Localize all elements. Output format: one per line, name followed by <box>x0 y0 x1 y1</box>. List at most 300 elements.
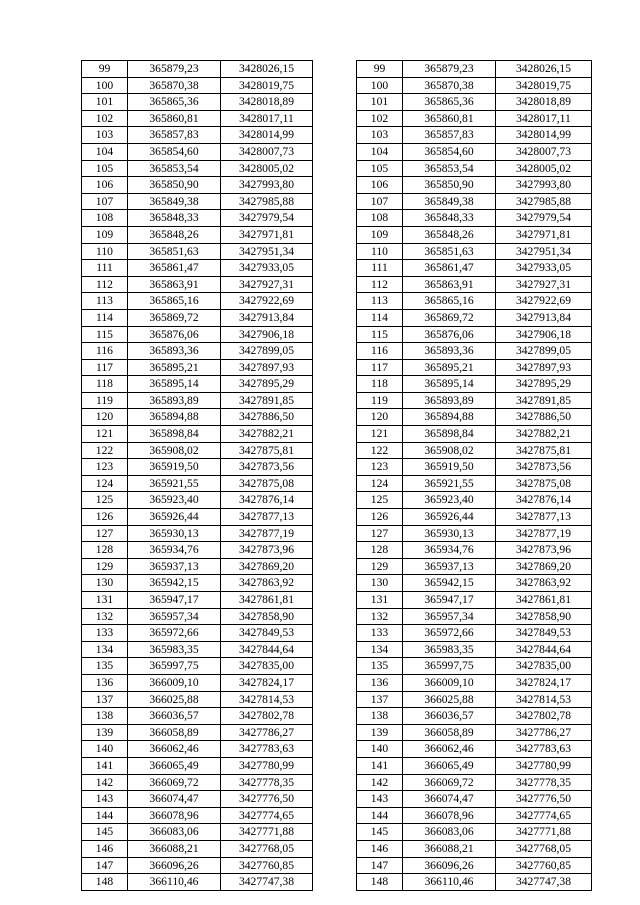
y-coordinate-right: 3427922,69 <box>496 293 592 310</box>
point-number-left: 129 <box>82 558 128 575</box>
table-row <box>82 160 592 177</box>
table-row <box>82 840 592 857</box>
x-coordinate-right: 365923,40 <box>403 492 496 509</box>
x-coordinate-right: 365850,90 <box>403 177 496 194</box>
point-number-right: 142 <box>357 774 403 791</box>
point-number-right: 130 <box>357 575 403 592</box>
y-coordinate-left: 3427774,65 <box>221 807 313 824</box>
point-number-right: 109 <box>357 226 403 243</box>
y-coordinate-left: 3427861,81 <box>221 592 313 609</box>
x-coordinate-right: 365870,38 <box>403 77 496 94</box>
y-coordinate-right: 3427786,27 <box>496 724 592 741</box>
y-coordinate-left: 3427780,99 <box>221 757 313 774</box>
column-gap <box>313 177 357 194</box>
x-coordinate-right: 365926,44 <box>403 509 496 526</box>
y-coordinate-right: 3427876,14 <box>496 492 592 509</box>
table-row <box>82 426 592 443</box>
y-coordinate-right: 3428018,89 <box>496 94 592 111</box>
x-coordinate-right: 365894,88 <box>403 409 496 426</box>
point-number-right: 115 <box>357 326 403 343</box>
point-number-left: 110 <box>82 243 128 260</box>
x-coordinate-right: 365934,76 <box>403 542 496 559</box>
point-number-right: 111 <box>357 260 403 277</box>
x-coordinate-left: 365947,17 <box>128 592 221 609</box>
y-coordinate-left: 3427993,80 <box>221 177 313 194</box>
y-coordinate-left: 3427877,13 <box>221 509 313 526</box>
point-number-left: 101 <box>82 94 128 111</box>
x-coordinate-right: 365865,16 <box>403 293 496 310</box>
point-number-left: 121 <box>82 426 128 443</box>
y-coordinate-left: 3428017,11 <box>221 110 313 127</box>
y-coordinate-left: 3428026,15 <box>221 61 313 78</box>
y-coordinate-left: 3427814,53 <box>221 691 313 708</box>
point-number-left: 125 <box>82 492 128 509</box>
column-gap <box>313 442 357 459</box>
point-number-left: 131 <box>82 592 128 609</box>
point-number-left: 118 <box>82 376 128 393</box>
column-gap <box>313 625 357 642</box>
column-gap <box>313 674 357 691</box>
point-number-left: 137 <box>82 691 128 708</box>
y-coordinate-left: 3427985,88 <box>221 193 313 210</box>
y-coordinate-right: 3427985,88 <box>496 193 592 210</box>
coordinates-table <box>81 60 592 891</box>
table-row <box>82 475 592 492</box>
table-row <box>82 542 592 559</box>
point-number-right: 121 <box>357 426 403 443</box>
point-number-right: 126 <box>357 509 403 526</box>
x-coordinate-right: 366058,89 <box>403 724 496 741</box>
table-row <box>82 210 592 227</box>
point-number-right: 104 <box>357 143 403 160</box>
y-coordinate-right: 3427776,50 <box>496 791 592 808</box>
point-number-left: 128 <box>82 542 128 559</box>
y-coordinate-left: 3427873,56 <box>221 459 313 476</box>
table-row <box>82 592 592 609</box>
y-coordinate-left: 3427869,20 <box>221 558 313 575</box>
point-number-left: 108 <box>82 210 128 227</box>
x-coordinate-left: 366088,21 <box>128 840 221 857</box>
point-number-right: 132 <box>357 608 403 625</box>
x-coordinate-left: 365863,91 <box>128 276 221 293</box>
x-coordinate-left: 366009,10 <box>128 674 221 691</box>
point-number-left: 148 <box>82 874 128 891</box>
x-coordinate-left: 365919,50 <box>128 459 221 476</box>
x-coordinate-left: 365923,40 <box>128 492 221 509</box>
y-coordinate-right: 3427835,00 <box>496 658 592 675</box>
y-coordinate-right: 3427863,92 <box>496 575 592 592</box>
y-coordinate-right: 3427858,90 <box>496 608 592 625</box>
column-gap <box>313 774 357 791</box>
y-coordinate-left: 3427835,00 <box>221 658 313 675</box>
x-coordinate-left: 365870,38 <box>128 77 221 94</box>
point-number-right: 140 <box>357 741 403 758</box>
point-number-left: 100 <box>82 77 128 94</box>
table-row <box>82 61 592 78</box>
point-number-left: 130 <box>82 575 128 592</box>
point-number-left: 136 <box>82 674 128 691</box>
x-coordinate-right: 365893,89 <box>403 392 496 409</box>
column-gap <box>313 94 357 111</box>
x-coordinate-left: 365895,21 <box>128 359 221 376</box>
column-gap <box>313 309 357 326</box>
x-coordinate-left: 365853,54 <box>128 160 221 177</box>
column-gap <box>313 840 357 857</box>
table-row <box>82 691 592 708</box>
y-coordinate-left: 3428007,73 <box>221 143 313 160</box>
y-coordinate-left: 3427786,27 <box>221 724 313 741</box>
point-number-left: 147 <box>82 857 128 874</box>
column-gap <box>313 260 357 277</box>
point-number-left: 126 <box>82 509 128 526</box>
x-coordinate-left: 365865,16 <box>128 293 221 310</box>
y-coordinate-left: 3427891,85 <box>221 392 313 409</box>
table-row <box>82 343 592 360</box>
x-coordinate-left: 365893,89 <box>128 392 221 409</box>
point-number-left: 143 <box>82 791 128 808</box>
x-coordinate-left: 365849,38 <box>128 193 221 210</box>
table-row <box>82 359 592 376</box>
table-row <box>82 376 592 393</box>
column-gap <box>313 708 357 725</box>
x-coordinate-left: 365908,02 <box>128 442 221 459</box>
column-gap <box>313 143 357 160</box>
y-coordinate-left: 3427783,63 <box>221 741 313 758</box>
y-coordinate-right: 3427877,19 <box>496 525 592 542</box>
y-coordinate-left: 3427897,93 <box>221 359 313 376</box>
y-coordinate-right: 3427780,99 <box>496 757 592 774</box>
point-number-right: 119 <box>357 392 403 409</box>
point-number-left: 144 <box>82 807 128 824</box>
point-number-left: 103 <box>82 127 128 144</box>
y-coordinate-right: 3428017,11 <box>496 110 592 127</box>
x-coordinate-right: 365942,15 <box>403 575 496 592</box>
point-number-right: 112 <box>357 276 403 293</box>
table-row <box>82 708 592 725</box>
column-gap <box>313 243 357 260</box>
x-coordinate-left: 366096,26 <box>128 857 221 874</box>
y-coordinate-left: 3427927,31 <box>221 276 313 293</box>
y-coordinate-right: 3427802,78 <box>496 708 592 725</box>
y-coordinate-left: 3427913,84 <box>221 309 313 326</box>
y-coordinate-right: 3427951,34 <box>496 243 592 260</box>
x-coordinate-left: 365876,06 <box>128 326 221 343</box>
y-coordinate-left: 3428019,75 <box>221 77 313 94</box>
column-gap <box>313 608 357 625</box>
y-coordinate-right: 3427771,88 <box>496 824 592 841</box>
y-coordinate-right: 3427873,56 <box>496 459 592 476</box>
x-coordinate-right: 365898,84 <box>403 426 496 443</box>
column-gap <box>313 492 357 509</box>
point-number-right: 107 <box>357 193 403 210</box>
point-number-right: 128 <box>357 542 403 559</box>
x-coordinate-right: 366062,46 <box>403 741 496 758</box>
x-coordinate-right: 365930,13 <box>403 525 496 542</box>
x-coordinate-left: 365893,36 <box>128 343 221 360</box>
column-gap <box>313 757 357 774</box>
y-coordinate-right: 3428026,15 <box>496 61 592 78</box>
x-coordinate-right: 366036,57 <box>403 708 496 725</box>
y-coordinate-right: 3427873,96 <box>496 542 592 559</box>
column-gap <box>313 525 357 542</box>
y-coordinate-left: 3427802,78 <box>221 708 313 725</box>
column-gap <box>313 459 357 476</box>
column-gap <box>313 376 357 393</box>
column-gap <box>313 791 357 808</box>
x-coordinate-right: 365947,17 <box>403 592 496 609</box>
y-coordinate-right: 3427877,13 <box>496 509 592 526</box>
x-coordinate-left: 365850,90 <box>128 177 221 194</box>
x-coordinate-right: 366110,46 <box>403 874 496 891</box>
x-coordinate-right: 365895,21 <box>403 359 496 376</box>
column-gap <box>313 509 357 526</box>
table-row <box>82 110 592 127</box>
x-coordinate-left: 365865,36 <box>128 94 221 111</box>
column-gap <box>313 326 357 343</box>
column-gap <box>313 392 357 409</box>
table-row <box>82 658 592 675</box>
point-number-left: 135 <box>82 658 128 675</box>
y-coordinate-right: 3427971,81 <box>496 226 592 243</box>
point-number-right: 99 <box>357 61 403 78</box>
column-gap <box>313 857 357 874</box>
table-row <box>82 741 592 758</box>
column-gap <box>313 426 357 443</box>
x-coordinate-right: 365957,34 <box>403 608 496 625</box>
x-coordinate-left: 365869,72 <box>128 309 221 326</box>
table-row <box>82 409 592 426</box>
y-coordinate-right: 3427875,81 <box>496 442 592 459</box>
x-coordinate-left: 366058,89 <box>128 724 221 741</box>
x-coordinate-left: 365983,35 <box>128 641 221 658</box>
column-gap <box>313 558 357 575</box>
x-coordinate-left: 365857,83 <box>128 127 221 144</box>
y-coordinate-left: 3427933,05 <box>221 260 313 277</box>
x-coordinate-left: 365997,75 <box>128 658 221 675</box>
x-coordinate-right: 365893,36 <box>403 343 496 360</box>
point-number-right: 145 <box>357 824 403 841</box>
point-number-left: 113 <box>82 293 128 310</box>
x-coordinate-left: 365898,84 <box>128 426 221 443</box>
x-coordinate-left: 365879,23 <box>128 61 221 78</box>
x-coordinate-right: 366078,96 <box>403 807 496 824</box>
y-coordinate-right: 3427774,65 <box>496 807 592 824</box>
point-number-right: 136 <box>357 674 403 691</box>
point-number-right: 118 <box>357 376 403 393</box>
y-coordinate-right: 3427927,31 <box>496 276 592 293</box>
y-coordinate-right: 3427886,50 <box>496 409 592 426</box>
x-coordinate-left: 366074,47 <box>128 791 221 808</box>
column-gap <box>313 807 357 824</box>
table-row <box>82 674 592 691</box>
point-number-left: 140 <box>82 741 128 758</box>
y-coordinate-right: 3427882,21 <box>496 426 592 443</box>
point-number-right: 148 <box>357 874 403 891</box>
column-gap <box>313 160 357 177</box>
y-coordinate-left: 3427771,88 <box>221 824 313 841</box>
column-gap <box>313 641 357 658</box>
table-row <box>82 757 592 774</box>
x-coordinate-left: 365926,44 <box>128 509 221 526</box>
x-coordinate-right: 365919,50 <box>403 459 496 476</box>
y-coordinate-left: 3427971,81 <box>221 226 313 243</box>
table-row <box>82 459 592 476</box>
point-number-left: 124 <box>82 475 128 492</box>
x-coordinate-right: 365972,66 <box>403 625 496 642</box>
x-coordinate-right: 365869,72 <box>403 309 496 326</box>
point-number-left: 146 <box>82 840 128 857</box>
y-coordinate-right: 3427844,64 <box>496 641 592 658</box>
y-coordinate-left: 3427922,69 <box>221 293 313 310</box>
x-coordinate-right: 365879,23 <box>403 61 496 78</box>
column-gap <box>313 276 357 293</box>
table-row <box>82 77 592 94</box>
y-coordinate-right: 3427895,29 <box>496 376 592 393</box>
y-coordinate-left: 3427875,81 <box>221 442 313 459</box>
x-coordinate-right: 365851,63 <box>403 243 496 260</box>
point-number-right: 123 <box>357 459 403 476</box>
point-number-left: 139 <box>82 724 128 741</box>
table-row <box>82 309 592 326</box>
table-row <box>82 492 592 509</box>
point-number-left: 105 <box>82 160 128 177</box>
y-coordinate-left: 3428005,02 <box>221 160 313 177</box>
x-coordinate-right: 366065,49 <box>403 757 496 774</box>
x-coordinate-left: 366065,49 <box>128 757 221 774</box>
y-coordinate-left: 3427760,85 <box>221 857 313 874</box>
x-coordinate-right: 365853,54 <box>403 160 496 177</box>
y-coordinate-left: 3427882,21 <box>221 426 313 443</box>
point-number-right: 143 <box>357 791 403 808</box>
y-coordinate-right: 3427849,53 <box>496 625 592 642</box>
point-number-right: 101 <box>357 94 403 111</box>
point-number-right: 105 <box>357 160 403 177</box>
point-number-left: 122 <box>82 442 128 459</box>
point-number-left: 116 <box>82 343 128 360</box>
point-number-right: 103 <box>357 127 403 144</box>
x-coordinate-right: 365861,47 <box>403 260 496 277</box>
table-row <box>82 260 592 277</box>
x-coordinate-left: 365930,13 <box>128 525 221 542</box>
point-number-right: 147 <box>357 857 403 874</box>
point-number-left: 133 <box>82 625 128 642</box>
y-coordinate-left: 3427768,05 <box>221 840 313 857</box>
x-coordinate-right: 365983,35 <box>403 641 496 658</box>
y-coordinate-left: 3427875,08 <box>221 475 313 492</box>
point-number-left: 104 <box>82 143 128 160</box>
y-coordinate-left: 3427899,05 <box>221 343 313 360</box>
x-coordinate-right: 365865,36 <box>403 94 496 111</box>
point-number-right: 134 <box>357 641 403 658</box>
x-coordinate-left: 365934,76 <box>128 542 221 559</box>
point-number-left: 127 <box>82 525 128 542</box>
y-coordinate-right: 3428019,75 <box>496 77 592 94</box>
point-number-right: 129 <box>357 558 403 575</box>
y-coordinate-left: 3427747,38 <box>221 874 313 891</box>
table-row <box>82 874 592 891</box>
point-number-right: 135 <box>357 658 403 675</box>
point-number-right: 125 <box>357 492 403 509</box>
column-gap <box>313 741 357 758</box>
point-number-right: 144 <box>357 807 403 824</box>
x-coordinate-left: 365848,33 <box>128 210 221 227</box>
point-number-left: 117 <box>82 359 128 376</box>
column-gap <box>313 874 357 891</box>
point-number-left: 109 <box>82 226 128 243</box>
x-coordinate-right: 365854,60 <box>403 143 496 160</box>
x-coordinate-left: 365957,34 <box>128 608 221 625</box>
point-number-right: 133 <box>357 625 403 642</box>
y-coordinate-right: 3427760,85 <box>496 857 592 874</box>
y-coordinate-right: 3427814,53 <box>496 691 592 708</box>
table-row <box>82 94 592 111</box>
point-number-right: 106 <box>357 177 403 194</box>
y-coordinate-right: 3427993,80 <box>496 177 592 194</box>
table-row <box>82 442 592 459</box>
y-coordinate-left: 3427877,19 <box>221 525 313 542</box>
point-number-right: 114 <box>357 309 403 326</box>
table-row <box>82 525 592 542</box>
y-coordinate-right: 3427861,81 <box>496 592 592 609</box>
column-gap <box>313 724 357 741</box>
x-coordinate-left: 365860,81 <box>128 110 221 127</box>
column-gap <box>313 475 357 492</box>
x-coordinate-left: 366078,96 <box>128 807 221 824</box>
y-coordinate-right: 3427899,05 <box>496 343 592 360</box>
column-gap <box>313 193 357 210</box>
point-number-left: 112 <box>82 276 128 293</box>
column-gap <box>313 127 357 144</box>
column-gap <box>313 824 357 841</box>
point-number-right: 127 <box>357 525 403 542</box>
point-number-left: 114 <box>82 309 128 326</box>
y-coordinate-right: 3427747,38 <box>496 874 592 891</box>
column-gap <box>313 343 357 360</box>
point-number-left: 99 <box>82 61 128 78</box>
table-row <box>82 791 592 808</box>
y-coordinate-right: 3427897,93 <box>496 359 592 376</box>
y-coordinate-left: 3427906,18 <box>221 326 313 343</box>
x-coordinate-right: 366088,21 <box>403 840 496 857</box>
point-number-left: 120 <box>82 409 128 426</box>
point-number-right: 137 <box>357 691 403 708</box>
y-coordinate-left: 3427886,50 <box>221 409 313 426</box>
x-coordinate-right: 365895,14 <box>403 376 496 393</box>
point-number-left: 107 <box>82 193 128 210</box>
x-coordinate-right: 365908,02 <box>403 442 496 459</box>
x-coordinate-left: 366025,88 <box>128 691 221 708</box>
table-row <box>82 625 592 642</box>
point-number-right: 116 <box>357 343 403 360</box>
point-number-right: 146 <box>357 840 403 857</box>
point-number-right: 120 <box>357 409 403 426</box>
y-coordinate-right: 3427768,05 <box>496 840 592 857</box>
y-coordinate-left: 3427979,54 <box>221 210 313 227</box>
column-gap <box>313 691 357 708</box>
x-coordinate-right: 365848,26 <box>403 226 496 243</box>
point-number-right: 122 <box>357 442 403 459</box>
table-row <box>82 293 592 310</box>
point-number-left: 102 <box>82 110 128 127</box>
point-number-left: 132 <box>82 608 128 625</box>
x-coordinate-left: 365848,26 <box>128 226 221 243</box>
table-row <box>82 608 592 625</box>
table-row <box>82 127 592 144</box>
column-gap <box>313 61 357 78</box>
point-number-right: 113 <box>357 293 403 310</box>
y-coordinate-right: 3428014,99 <box>496 127 592 144</box>
y-coordinate-right: 3427913,84 <box>496 309 592 326</box>
